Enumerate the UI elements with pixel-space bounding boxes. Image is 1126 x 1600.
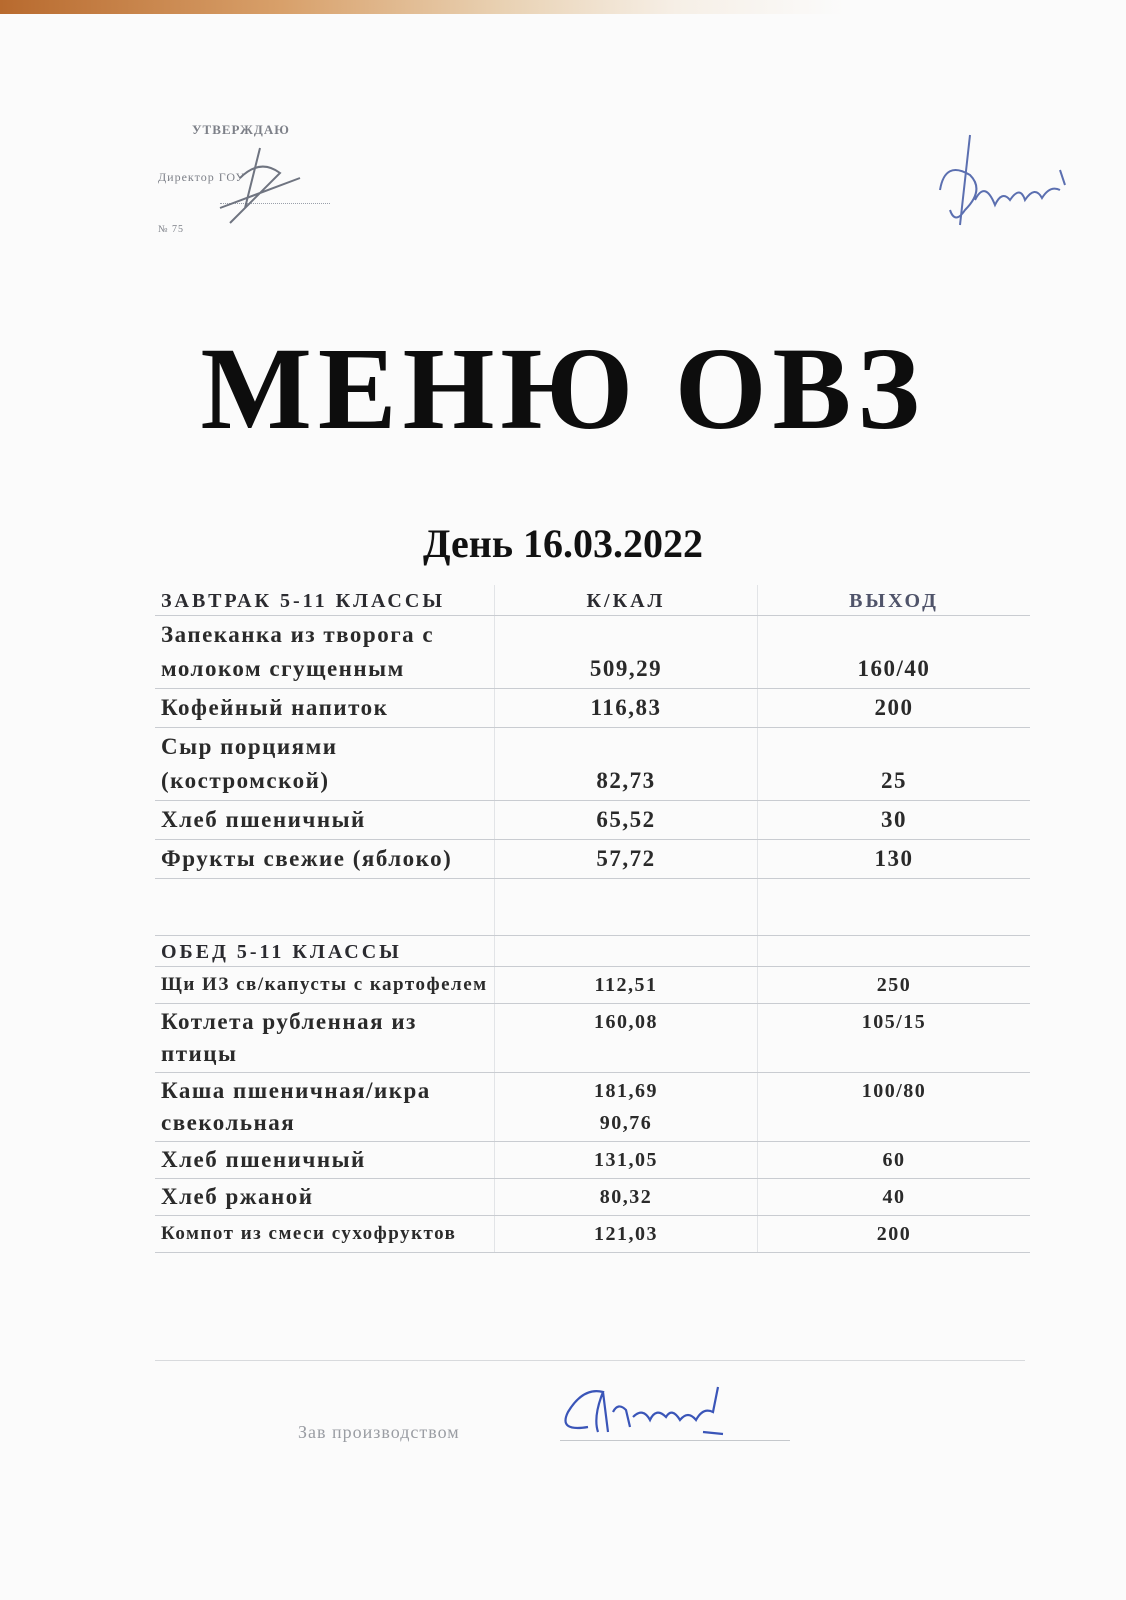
dish-name: Котлета рубленная из птицы: [155, 1004, 495, 1073]
lunch-header: ОБЕД 5-11 КЛАССЫ: [155, 936, 495, 967]
dish-kcal-second: 90,76: [599, 1112, 653, 1134]
approval-number: № 75: [158, 224, 185, 235]
table-row: [155, 616, 1030, 689]
output-header: ВЫХОД: [758, 585, 1031, 616]
dish-name: Хлеб пшеничный: [155, 801, 495, 840]
menu-date: День 16.03.2022: [423, 521, 703, 566]
dish-name: Хлеб ржаной: [155, 1179, 495, 1216]
signature-bottom: [548, 1372, 748, 1452]
approval-block: [150, 118, 340, 238]
approval-title: УТВЕРЖДАЮ: [192, 122, 290, 137]
dish-output: 250: [758, 967, 1031, 1004]
table-row: [155, 1216, 1030, 1253]
dish-kcal: 160,08: [495, 1004, 758, 1073]
kcal-header: К/КАЛ: [495, 585, 758, 616]
section-divider: [155, 879, 1030, 936]
dish-output: 105/15: [758, 1004, 1031, 1073]
dish-output: 30: [758, 801, 1031, 840]
dish-name: Компот из смеси сухофруктов: [155, 1216, 495, 1253]
breakfast-header-row: [155, 585, 1030, 616]
dish-kcal: 509,29: [495, 616, 758, 689]
dish-output: 40: [758, 1179, 1031, 1216]
dish-output: 200: [758, 1216, 1031, 1253]
dish-kcal: 116,83: [495, 689, 758, 728]
dish-kcal-pair: [495, 1073, 758, 1142]
dish-name: Каша пшеничная/икра свекольная: [155, 1073, 495, 1142]
dish-name: Запеканка из творога с молоком сгущенным: [155, 616, 495, 689]
footer-role-label: Зав производством: [298, 1422, 460, 1442]
table-row: [155, 1004, 1030, 1073]
page-title: МЕНЮ ОВЗ: [200, 323, 926, 454]
approval-role: Директор ГОУ: [158, 170, 245, 184]
table-row: [155, 728, 1030, 801]
dish-output: 130: [758, 840, 1031, 879]
table-row: [155, 1073, 1030, 1142]
dish-output: 160/40: [758, 616, 1031, 689]
table-row: [155, 967, 1030, 1004]
dish-name: Кофейный напиток: [155, 689, 495, 728]
breakfast-header: ЗАВТРАК 5-11 КЛАССЫ: [155, 585, 495, 616]
dish-name: Хлеб пшеничный: [155, 1142, 495, 1179]
dish-kcal: 121,03: [495, 1216, 758, 1253]
table-row: [155, 840, 1030, 879]
dish-kcal: 131,05: [495, 1142, 758, 1179]
lunch-header-row: [155, 936, 1030, 967]
dish-output: 200: [758, 689, 1031, 728]
director-signature: [200, 138, 310, 228]
table-row: [155, 689, 1030, 728]
dish-kcal: 82,73: [495, 728, 758, 801]
photo-edge: [0, 0, 1126, 14]
dish-output: 60: [758, 1142, 1031, 1179]
dish-kcal: 65,52: [495, 801, 758, 840]
dish-name: Сыр порциями (костромской): [155, 728, 495, 801]
dish-name: Фрукты свежие (яблоко): [155, 840, 495, 879]
dish-kcal: 181,69: [594, 1080, 658, 1102]
dish-kcal: 112,51: [495, 967, 758, 1004]
menu-table: [155, 585, 1030, 1253]
dish-name: Щи ИЗ св/капусты с картофелем: [155, 967, 495, 1004]
table-row: [155, 801, 1030, 840]
table-row: [155, 1142, 1030, 1179]
dish-kcal: 80,32: [495, 1179, 758, 1216]
footer-divider: [155, 1360, 1025, 1361]
signature-top-right: [930, 130, 1080, 260]
dish-kcal: 57,72: [495, 840, 758, 879]
table-row: [155, 1179, 1030, 1216]
dish-output: 25: [758, 728, 1031, 801]
dish-output: 100/80: [758, 1073, 1031, 1142]
